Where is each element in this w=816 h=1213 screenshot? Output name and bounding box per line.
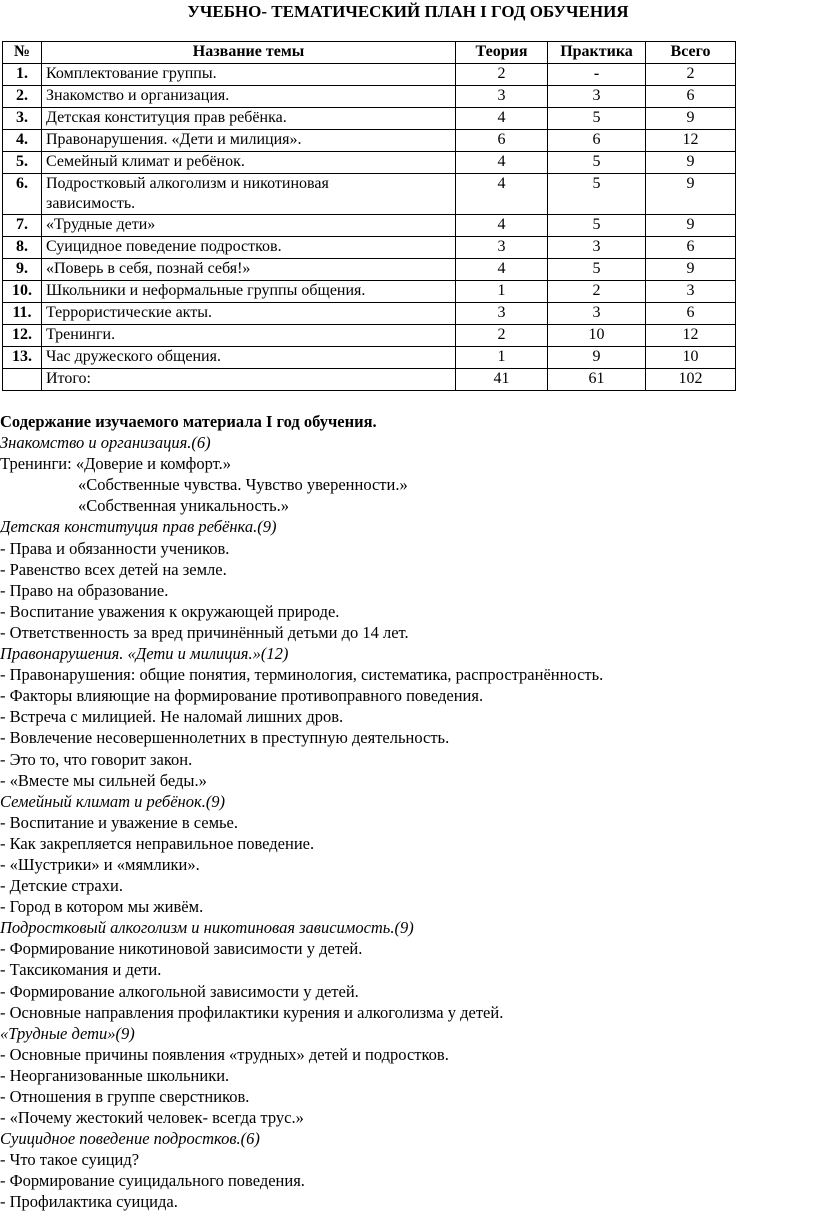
row-total: 9: [646, 259, 736, 281]
row-theory: 4: [456, 108, 548, 130]
content-line: - Формирование никотиновой зависимости у детей.: [0, 939, 363, 959]
row-practice: 10: [548, 325, 646, 347]
row-theory: 4: [456, 174, 548, 215]
row-practice: 6: [548, 130, 646, 152]
content-line: - Профилактика суицида.: [0, 1192, 178, 1212]
row-theory: 4: [456, 259, 548, 281]
content-line: - Таксикомания и дети.: [0, 960, 162, 980]
row-total: 3: [646, 281, 736, 303]
content-line: - Отношения в группе сверстников.: [0, 1087, 250, 1106]
header-number: №: [3, 42, 42, 64]
content-line: «Собственные чувства. Чувство уверенности.»: [78, 475, 408, 495]
row-practice: 5: [548, 259, 646, 281]
section-title: Правонарушения. «Дети и милиция.»(12): [0, 644, 289, 664]
total-label: Итого:: [42, 369, 456, 391]
section-title: Знакомство и организация.(6): [0, 433, 211, 453]
row-theory: 3: [456, 86, 548, 108]
table-row: [3, 215, 736, 237]
header-topic: Название темы: [42, 42, 456, 64]
row-total: 6: [646, 303, 736, 325]
content-line: - Правонарушения: общие понятия, терминология, систематика, распространённость.: [0, 665, 604, 685]
row-practice: 5: [548, 174, 646, 215]
row-number: 11.: [3, 303, 42, 325]
row-total: 12: [646, 130, 736, 152]
row-practice: 3: [548, 86, 646, 108]
row-theory: 1: [456, 281, 548, 303]
row-total: 9: [646, 152, 736, 174]
row-practice: 3: [548, 303, 646, 325]
row-practice: 9: [548, 347, 646, 369]
course-content: [0, 411, 812, 1213]
row-number: 4.: [3, 130, 42, 152]
row-topic: Суицидное поведение подростков.: [42, 237, 456, 259]
content-line: - Что такое суицид?: [0, 1150, 140, 1170]
total-theory: 41: [456, 369, 548, 391]
content-line: - Воспитание и уважение в семье.: [0, 812, 239, 832]
table-row: [3, 325, 736, 347]
row-practice: 5: [548, 152, 646, 174]
table-row: [3, 86, 736, 108]
table-row: [3, 130, 736, 152]
content-line: - Формирование суицидального поведения.: [0, 1171, 305, 1191]
row-theory: 1: [456, 347, 548, 369]
row-total: 12: [646, 325, 736, 347]
table-row: [3, 303, 736, 325]
content-line: - Воспитание уважения к окружающей природе.: [0, 601, 340, 621]
table-row: [3, 174, 736, 215]
content-line: - Равенство всех детей на земле.: [0, 559, 227, 579]
content-line: - Основные направления профилактики курения и алкоголизма у детей.: [0, 1002, 504, 1022]
row-topic: Террористические акты.: [42, 303, 456, 325]
total-sum: 102: [646, 369, 736, 391]
row-theory: 6: [456, 130, 548, 152]
row-topic: Семейный климат и ребёнок.: [42, 152, 456, 174]
table-row: [3, 281, 736, 303]
row-topic: Тренинги.: [42, 325, 456, 347]
row-topic: Час дружеского общения.: [42, 347, 456, 369]
curriculum-table: [2, 41, 736, 391]
row-total: 9: [646, 215, 736, 237]
row-number: 5.: [3, 152, 42, 174]
content-line: - Неорганизованные школьники.: [0, 1065, 230, 1085]
content-line: - Детские страхи.: [0, 876, 123, 896]
content-line: - Факторы влияющие на формирование противоправного поведения.: [0, 686, 484, 706]
row-number: 3.: [3, 108, 42, 130]
content-line: - Права и обязанности учеников.: [0, 538, 230, 558]
content-heading: Содержание изучаемого материала I год обучения.: [0, 412, 377, 431]
table-header-row: [3, 42, 736, 64]
table-row: [3, 152, 736, 174]
row-total: 10: [646, 347, 736, 369]
row-number: 8.: [3, 237, 42, 259]
row-topic: Комплектование группы.: [42, 64, 456, 86]
row-total: 6: [646, 237, 736, 259]
content-line: - Ответственность за вред причинённый детьми до 14 лет.: [0, 622, 409, 642]
row-theory: 4: [456, 215, 548, 237]
section-title: Детская конституция прав ребёнка.(9): [0, 517, 277, 537]
content-line: - Формирование алкогольной зависимости у детей.: [0, 981, 359, 1001]
content-line: - Город в котором мы живём.: [0, 897, 204, 917]
row-number: 9.: [3, 259, 42, 281]
row-number: 2.: [3, 86, 42, 108]
total-row-number: [3, 369, 42, 391]
row-theory: 2: [456, 325, 548, 347]
content-line: - Вовлечение несовершеннолетних в преступную деятельность.: [0, 728, 450, 748]
content-line: - «Шустрики» и «мямлики».: [0, 854, 200, 874]
row-practice: 2: [548, 281, 646, 303]
row-topic: Правонарушения. «Дети и милиция».: [42, 130, 456, 152]
row-topic: [42, 174, 456, 215]
table-row: [3, 259, 736, 281]
row-theory: 2: [456, 64, 548, 86]
content-line: - «Вместе мы сильней беды.»: [0, 770, 207, 790]
row-number: 10.: [3, 281, 42, 303]
total-practice: 61: [548, 369, 646, 391]
section-title: Суицидное поведение подростков.(6): [0, 1129, 260, 1149]
document-title: УЧЕБНО- ТЕМАТИЧЕСКИЙ ПЛАН I ГОД ОБУЧЕНИЯ: [187, 2, 629, 21]
table-row: [3, 237, 736, 259]
header-total: Всего: [646, 42, 736, 64]
section-title: Подростковый алкоголизм и никотиновая зависимость.(9): [0, 918, 414, 938]
row-topic: «Поверь в себя, познай себя!»: [42, 259, 456, 281]
row-number: 13.: [3, 347, 42, 369]
row-number: 6.: [3, 174, 42, 215]
header-theory: Теория: [456, 42, 548, 64]
row-theory: 4: [456, 152, 548, 174]
row-topic-line1: Подростковый алкоголизм и никотиновая: [46, 175, 329, 192]
content-line: - «Почему жестокий человек- всегда трус.»: [0, 1108, 304, 1128]
row-practice: 5: [548, 215, 646, 237]
row-total: 6: [646, 86, 736, 108]
row-total: 9: [646, 108, 736, 130]
row-topic: Детская конституция прав ребёнка.: [42, 108, 456, 130]
row-topic: «Трудные дети»: [42, 215, 456, 237]
table-row: [3, 347, 736, 369]
section-title: «Трудные дети»(9): [0, 1023, 135, 1043]
row-practice: -: [548, 64, 646, 86]
content-line: - Основные причины появления «трудных» детей и подростков.: [0, 1044, 449, 1064]
content-line: Тренинги: «Доверие и комфорт.»: [0, 454, 231, 474]
content-line: «Собственная уникальность.»: [78, 496, 289, 516]
table-row: [3, 108, 736, 130]
row-theory: 3: [456, 237, 548, 259]
table-total-row: [3, 369, 736, 391]
section-title: Семейный климат и ребёнок.(9): [0, 791, 226, 811]
row-topic: Знакомство и организация.: [42, 86, 456, 108]
content-line: - Это то, что говорит закон.: [0, 749, 193, 769]
row-number: 7.: [3, 215, 42, 237]
row-theory: 3: [456, 303, 548, 325]
content-line: - Как закрепляется неправильное поведение.: [0, 833, 315, 853]
row-number: 1.: [3, 64, 42, 86]
row-total: 9: [646, 174, 736, 215]
row-number: 12.: [3, 325, 42, 347]
content-line: - Встреча с милицией. Не наломай лишних дров.: [0, 707, 344, 727]
content-line: - Право на образование.: [0, 580, 169, 600]
row-practice: 5: [548, 108, 646, 130]
row-practice: 3: [548, 237, 646, 259]
row-topic: Школьники и неформальные группы общения.: [42, 281, 456, 303]
header-practice: Практика: [548, 42, 646, 64]
row-total: 2: [646, 64, 736, 86]
table-row: [3, 64, 736, 86]
row-topic-line2: зависимость.: [46, 195, 136, 212]
